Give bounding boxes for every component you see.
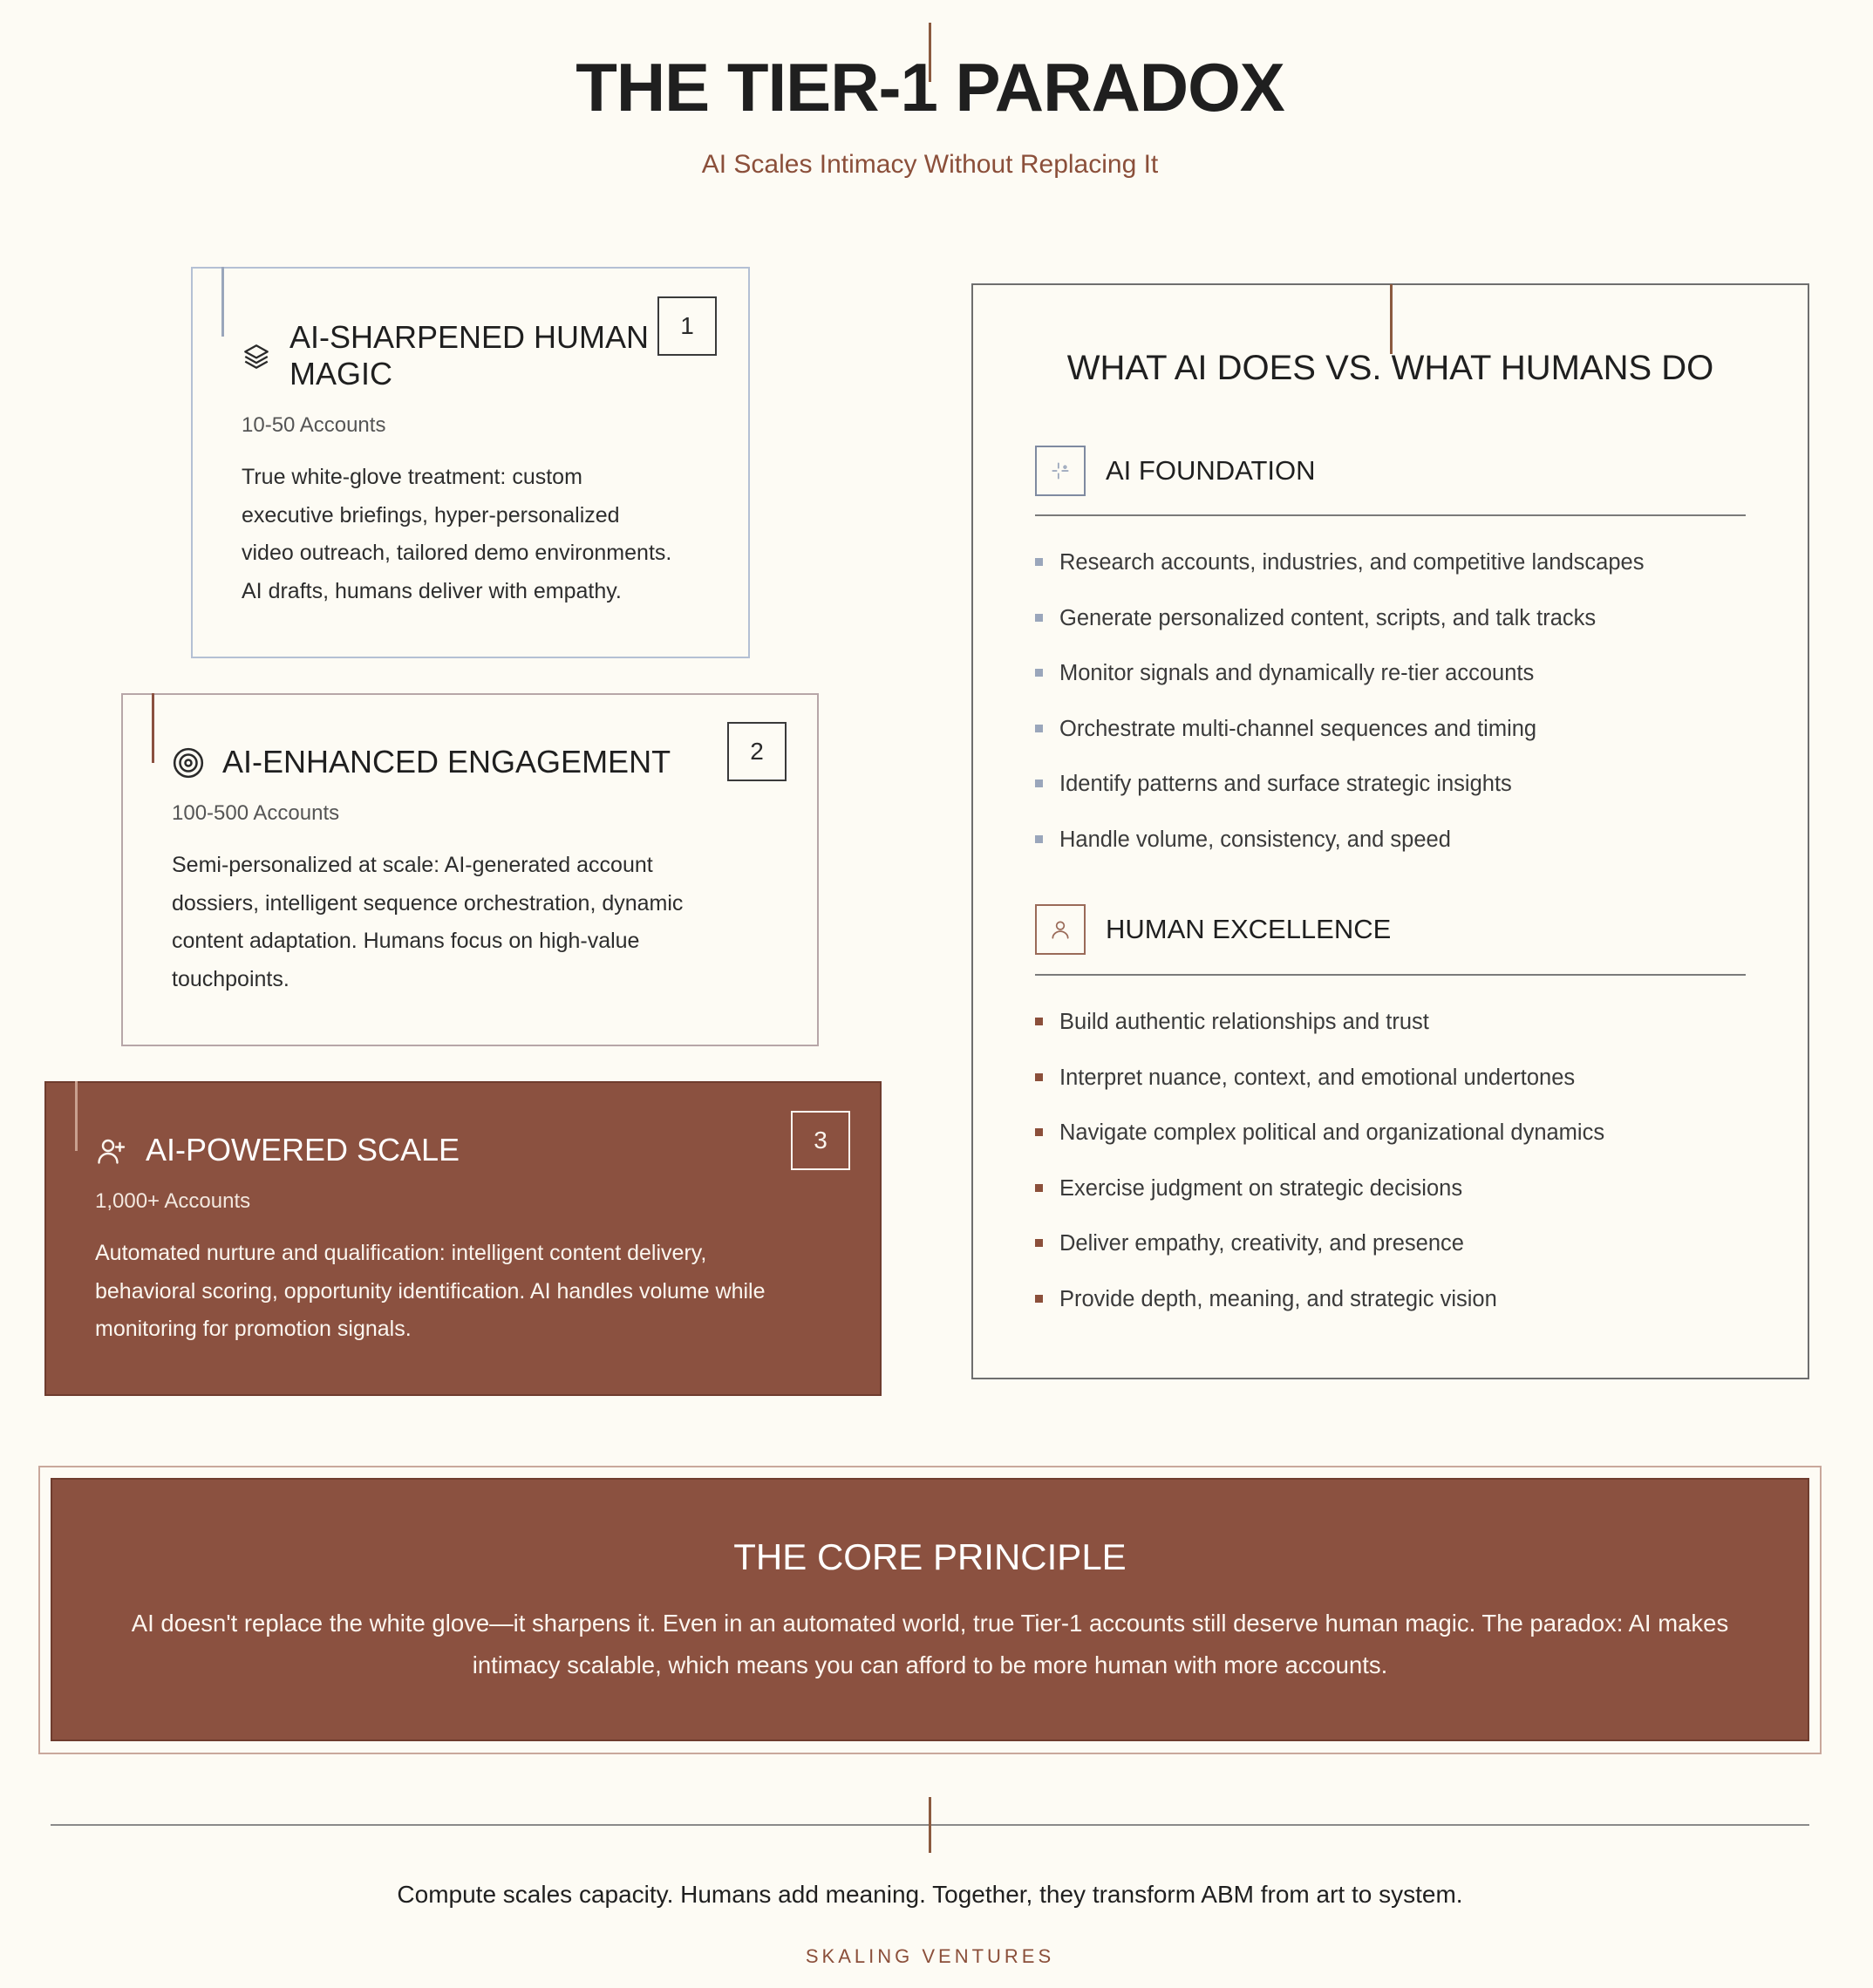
list-item: Navigate complex political and organizational dynamics [1035,1120,1746,1175]
human-capabilities-list [1035,1009,1746,1341]
core-principle-title: THE CORE PRINCIPLE [733,1536,1127,1577]
card-accent-line [75,1081,78,1151]
card-accent-line [221,267,224,337]
tier-accounts: 100-500 Accounts [172,801,340,825]
list-item: Orchestrate multi-channel sequences and timing [1035,716,1746,772]
list-item: Interpret nuance, context, and emotional undertones [1035,1065,1746,1120]
footer-tagline: Compute scales capacity. Humans add meaning. Together, they transform ABM from art to system. [397,1881,1463,1908]
user-plus-icon [95,1135,126,1167]
ai-section-divider [1035,514,1746,516]
list-item: Exercise judgment on strategic decisions [1035,1175,1746,1231]
footer-accent-line [929,1797,931,1853]
tier-description: Semi-personalized at scale: AI-generated account dossiers, intelligent sequence orchestration, dynamic content adaptation. Humans focus on high-value touchpoints. [172,853,684,991]
list-item: Generate personalized content, scripts, and talk tracks [1035,605,1746,661]
tier-card-3 [44,1081,882,1396]
tier-title: AI-ENHANCED ENGAGEMENT [222,744,671,780]
tier-title: AI-POWERED SCALE [146,1132,460,1168]
list-item: Research accounts, industries, and competitive landscapes [1035,549,1746,605]
tier-accounts: 1,000+ Accounts [95,1189,251,1213]
list-item: Build authentic relationships and trust [1035,1009,1746,1065]
sparkle-icon [1035,446,1086,496]
tier-description: Automated nurture and qualification: intelligent content delivery, behavioral scoring, opportunity identification. AI handles volume while monitoring for promotion signals. [95,1241,766,1341]
human-excellence-heading: HUMAN EXCELLENCE [1106,914,1392,944]
list-item: Handle volume, consistency, and speed [1035,827,1746,882]
comparison-title: WHAT AI DOES VS. WHAT HUMANS DO [1066,349,1714,387]
ai-foundation-heading: AI FOUNDATION [1106,455,1316,486]
tier-number-badge: 2 [727,722,787,781]
human-section-divider [1035,974,1746,976]
tier-card-2 [121,693,819,1046]
brand-name: SKALING VENTURES [805,1945,1055,1967]
core-principle-text: AI doesn't replace the white glove—it sharpens it. Even in an automated world, true Tier-1 accounts still deserve human magic. The paradox: AI makes intimacy scalable, which means you can afford to be more human with more accounts. [131,1610,1729,1678]
list-item: Deliver empathy, creativity, and presence [1035,1230,1746,1286]
tier-title: AI-SHARPENED HUMAN MAGIC [289,319,650,392]
ai-capabilities-list [1035,549,1746,882]
tier-description: True white-glove treatment: custom executive briefings, hyper-personalized video outreach, tailored demo environments. AI drafts, humans deliver with empathy. [242,465,672,603]
person-icon [1035,904,1086,955]
list-item: Monitor signals and dynamically re-tier accounts [1035,660,1746,716]
list-item: Provide depth, meaning, and strategic vision [1035,1286,1746,1342]
page-title: THE TIER-1 PARADOX [576,49,1284,126]
tier-accounts: 10-50 Accounts [242,413,386,437]
list-item: Identify patterns and surface strategic insights [1035,771,1746,827]
panel-accent-line [1390,284,1393,354]
tier-number-badge: 1 [657,296,717,356]
tier-number-badge: 3 [791,1111,850,1170]
tier-card-1 [191,267,750,658]
target-icon [172,746,205,780]
card-accent-line [152,693,154,763]
page-subtitle: AI Scales Intimacy Without Replacing It [701,150,1159,179]
layers-icon [242,342,271,371]
